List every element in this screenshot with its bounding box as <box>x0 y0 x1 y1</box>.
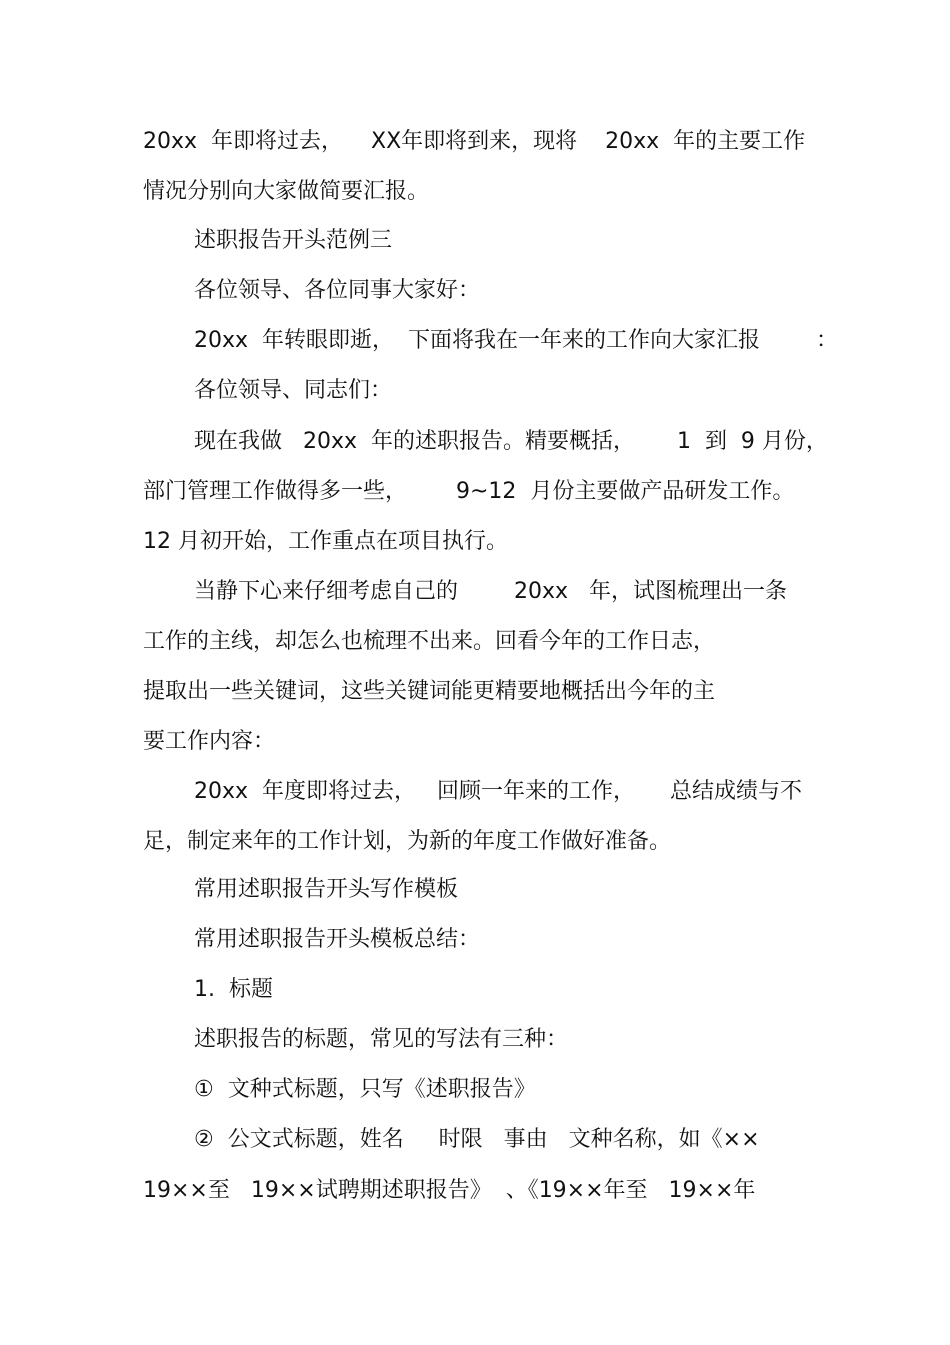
text-line: 当静下心来仔细考虑自己的 20xx 年，试图梳理出一条 <box>194 579 787 604</box>
section-heading: 常用述职报告开头写作模板 <box>194 877 459 902</box>
text-line: 20xx 年即将过去， XX年即将到来，现将 20xx 年的主要工作 <box>143 129 806 154</box>
text-line: 工作的主线，却怎么也梳理不出来。回看今年的工作日志， <box>143 629 716 654</box>
text-line: 部门管理工作做得多一些， 9~12 月份主要做产品研发工作。 <box>143 479 795 504</box>
text-line: 述职报告的标题，常见的写法有三种： <box>194 1027 569 1052</box>
text-line: 现在我做 20xx 年的述职报告。精要概括， 1 到 9 月份， <box>194 429 828 454</box>
text-line: 12 月初开始，工作重点在项目执行。 <box>143 529 508 554</box>
text-line: 提取出一些关键词，这些关键词能更精要地概括出今年的主 <box>143 679 716 704</box>
text-line: 足，制定来年的工作计划，为新的年度工作做好准备。 <box>143 829 672 854</box>
list-item: 1. 标题 <box>194 977 273 1002</box>
section-heading: 述职报告开头范例三 <box>194 228 393 253</box>
text-line: 要工作内容： <box>143 729 276 754</box>
text-line: 各位领导、同志们： <box>194 378 393 403</box>
text-line: 20xx 年度即将过去， 回顾一年来的工作， 总结成绩与不 <box>194 779 802 804</box>
list-item: ② 公文式标题，姓名 时限 事由 文种名称，如《×× <box>194 1127 760 1152</box>
text-line: 各位领导、各位同事大家好： <box>194 278 481 303</box>
text-line: 19××至 19××试聘期述职报告》 、《19××年至 19××年 <box>143 1178 756 1203</box>
text-line: 常用述职报告开头模板总结： <box>194 927 481 952</box>
text-line: 20xx 年转眼即逝， 下面将我在一年来的工作向大家汇报 ： <box>194 328 838 353</box>
list-item: ① 文种式标题，只写《述职报告》 <box>194 1077 536 1102</box>
text-line: 情况分别向大家做简要汇报。 <box>143 179 430 204</box>
